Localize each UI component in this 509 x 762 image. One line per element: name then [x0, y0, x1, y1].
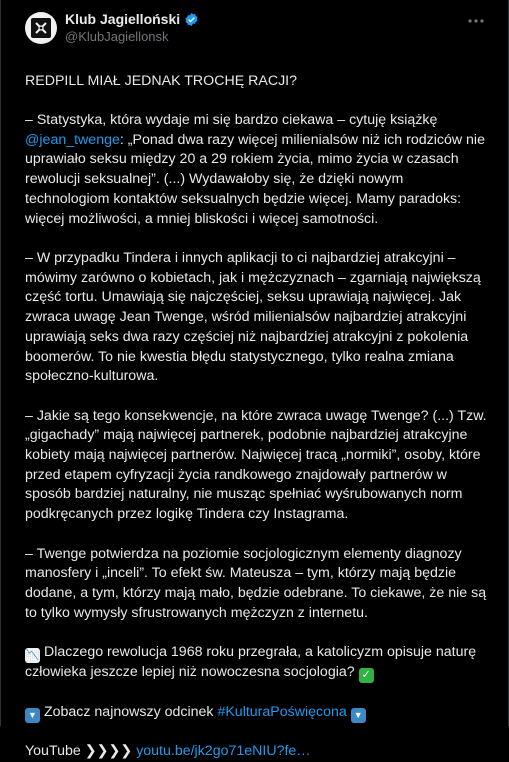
paragraph-text: Dlaczego rewolucja 1968 roku przegrała, a katolicyzm opisuje naturę człowieka jeszcze lepiej niż nowoczesna socjologia?: [25, 644, 477, 680]
paragraph-youtube: [25, 742, 487, 762]
paragraph-text: : „Ponad dwa razy więcej milienialsów niż ich rodziców nie uprawiało seksu między 20 a 29 rokiem życia, mimo życia w czasach rewolucji seksualnej”. (...) Wydawałoby się, że dzięki nowym technologiom kontaktów seksualnych będzie więcej. Mamy paradoks: więcej możliwości, a mniej bliskości i więcej samotności.: [25, 131, 485, 227]
paragraph-diagnosis: – Twenge potwierdza na poziomie socjologicznym elementy diagnozy manosfery i „inceli”. To efekt św. Mateusza – tym, którzy mają będzie dodane, a tym, którzy mają mało, będzie odebrane. To ciekawe, że nie są to tylko wymysły sfrustrowanych mężczyzn z internetu.: [25, 545, 487, 621]
youtube-link[interactable]: youtu.be/jk2go71eNIU?fe…: [136, 743, 311, 760]
hashtag-link[interactable]: #KulturaPoświęcona: [217, 703, 347, 720]
author-handle[interactable]: @KlubJagiellonsk: [65, 29, 169, 44]
check-mark-icon: ✓: [359, 668, 374, 683]
author-display-name[interactable]: Klub Jagielloński: [65, 11, 181, 27]
paragraph-text: – Statystyka, która wydaje mi się bardzo ciekawa – cytuję książkę: [25, 112, 438, 129]
paragraph-text: YouTube ❯❯❯❯: [25, 743, 137, 760]
down-arrow-icon: ▼: [25, 708, 40, 723]
paragraph-tinder: – W przypadku Tindera i innych aplikacji to ci najbardziej atrakcyjni – mówimy zarówno o kobietach, jak i mężczyznach – zgarniają największą część tortu. Umawiają się najczęściej, seksu uprawiają najwięcej. Jak zwraca uwagę Jean Twenge, wśród milienialsów najbardziej atrakcyjni uprawiają seks dwa razy częściej niż najbardziej atrakcyjni z pokolenia boomerów. To nie kwestia błędu statystycznego, tylko realna zmiana społeczno-kulturowa.: [25, 249, 481, 385]
tweet-header: [1, 0, 509, 52]
paragraph-statistics: [25, 111, 487, 229]
tweet-title: REDPILL MIAŁ JEDNAK TROCHĘ RACJI?: [25, 72, 297, 89]
tweet-text: [25, 52, 487, 762]
avatar[interactable]: [25, 12, 57, 44]
paragraph-consequences: – Jakie są tego konsekwencje, na które zwraca uwagę Twenge? (...) Tzw. „gigachady” mają najwięcej partnerek, podobnie najbardziej atrakcyjne kobiety mają najwięcej partnerów. Najwięcej tracą „normiki”, osoby, które przed etapem cyfryzacji życia randkowego znajdowały partnerów w sposób bardziej naturalny, nie musząc spełniać wyśrubowanych norm podkręcanych przez logikę Tindera czy Instagrama.: [25, 407, 487, 523]
mention-link[interactable]: @jean_twenge: [25, 131, 120, 148]
author-names: [65, 11, 199, 44]
down-arrow-icon: ▼: [351, 708, 366, 723]
chart-decreasing-icon: 📉: [25, 649, 40, 661]
paragraph-text: Zobacz najnowszy odcinek: [43, 703, 218, 720]
verified-badge-icon: [184, 12, 199, 27]
paragraph-question: [25, 643, 487, 683]
more-options-icon[interactable]: [466, 12, 486, 30]
paragraph-episode: [25, 703, 487, 723]
club-logo-icon: [31, 18, 51, 38]
